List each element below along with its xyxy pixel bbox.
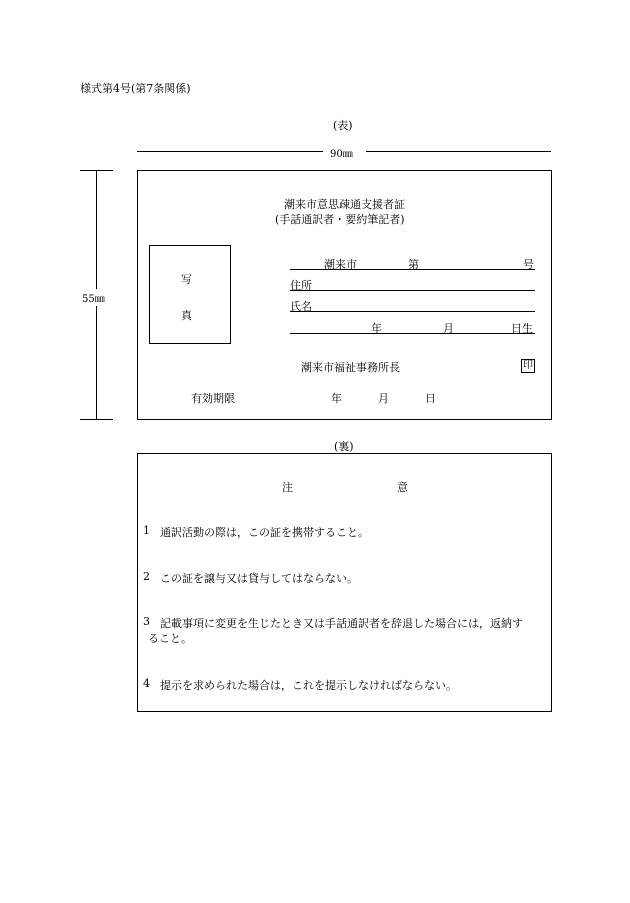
issuer: 潮来市福祉事務所長 xyxy=(301,361,400,374)
notice-heading-left: 注 xyxy=(282,481,293,494)
width-dimension-label: 90㎜ xyxy=(330,149,353,160)
note-1-text: 通訳活動の際は，この証を携帯すること。 xyxy=(160,526,369,539)
back-label: (裏) xyxy=(334,440,354,453)
birth-day: 日生 xyxy=(511,322,533,335)
number-underline xyxy=(290,269,535,270)
number-go: 号 xyxy=(523,258,534,271)
address-underline xyxy=(290,290,535,291)
note-4-text: 提示を求められた場合は，これを提示しなければならない。 xyxy=(160,679,457,692)
width-dimension-line-left xyxy=(137,151,323,152)
birth-year: 年 xyxy=(371,322,382,335)
validity-label: 有効期限 xyxy=(191,392,235,405)
note-2-text: この証を譲与又は貸与してはならない。 xyxy=(160,572,358,585)
card-title: 潮来市意思疎通支援者証 xyxy=(284,198,405,211)
note-3-number: 3 xyxy=(143,615,150,628)
form-title: 様式第4号(第7条関係) xyxy=(80,82,191,95)
width-dimension-line-right xyxy=(366,151,551,152)
card-subtitle: (手話通訳者・要約筆記者) xyxy=(275,213,405,226)
validity-month: 月 xyxy=(378,392,389,405)
address-label: 住所 xyxy=(290,279,312,292)
photo-char-1: 写 xyxy=(181,273,192,286)
photo-box xyxy=(149,245,231,344)
height-dimension-tick-bottom xyxy=(80,419,113,420)
birth-underline xyxy=(290,333,535,334)
note-1-number: 1 xyxy=(143,524,150,537)
name-label: 氏名 xyxy=(290,300,312,313)
height-dimension-label: 55㎜ xyxy=(82,289,105,306)
number-dai: 第 xyxy=(408,258,419,271)
note-3-text-line1: 記載事項に変更を生じたとき又は手話通訳者を辞退した場合には，返納す xyxy=(160,617,523,630)
note-4-number: 4 xyxy=(143,677,150,690)
validity-year: 年 xyxy=(331,392,342,405)
seal-stamp: 印 xyxy=(523,360,533,371)
front-label: (表) xyxy=(333,119,353,132)
validity-day: 日 xyxy=(425,392,436,405)
note-3-text-line2: ること。 xyxy=(148,632,192,645)
front-card xyxy=(137,170,552,420)
number-prefix: 潮来市 xyxy=(324,258,357,271)
photo-char-2: 真 xyxy=(181,309,192,322)
birth-month: 月 xyxy=(443,322,454,335)
note-2-number: 2 xyxy=(143,570,150,583)
name-underline xyxy=(290,311,535,312)
back-card xyxy=(137,453,552,712)
notice-heading-right: 意 xyxy=(397,481,408,494)
